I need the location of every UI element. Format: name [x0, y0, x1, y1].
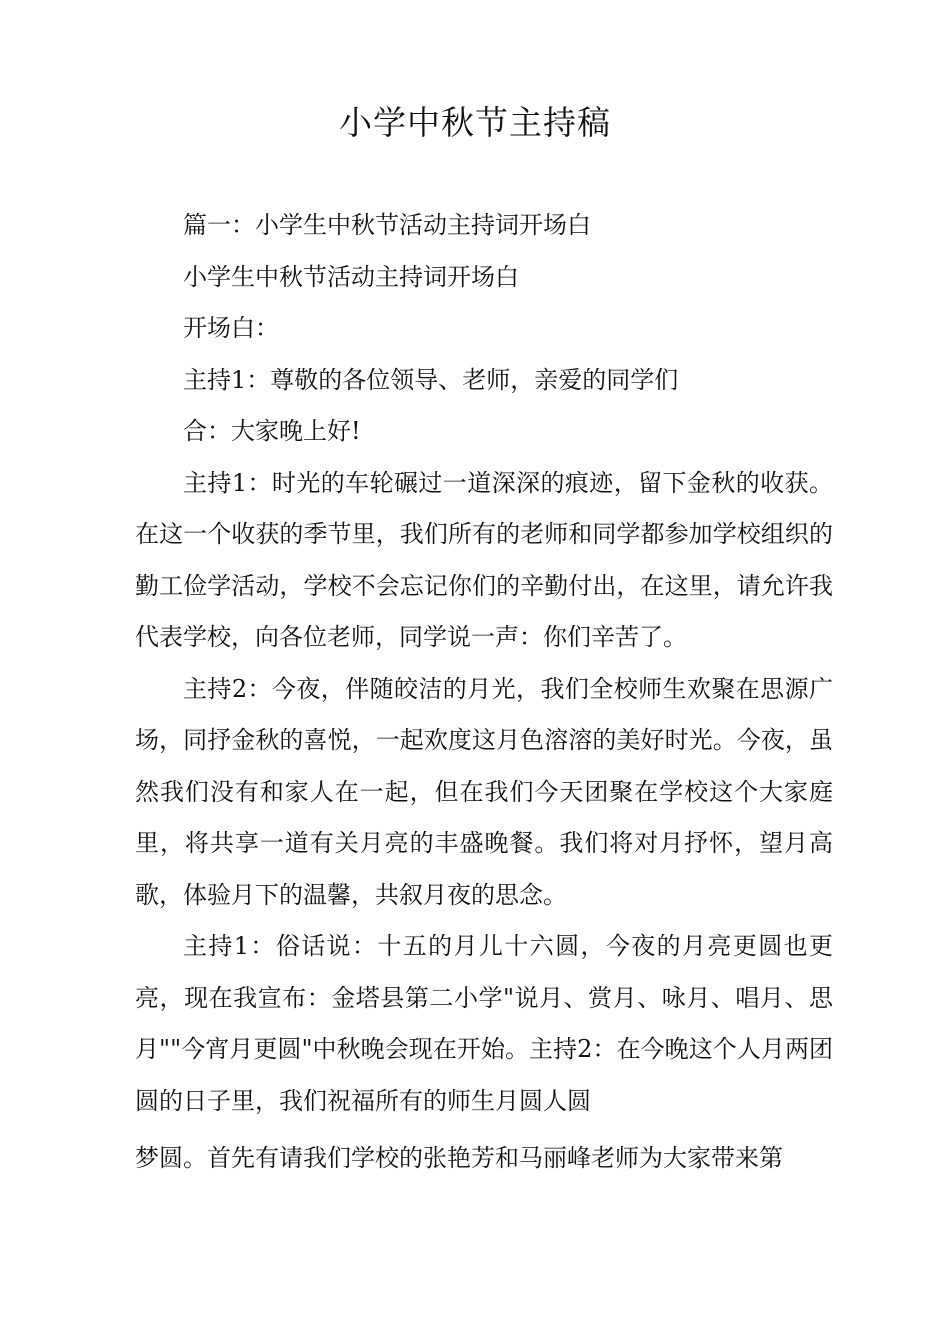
- paragraph: 合：大家晚上好!: [183, 417, 361, 445]
- document-title: 小学中秋节主持稿: [339, 103, 611, 142]
- section-heading: 篇一：小学生中秋节活动主持词开场白: [183, 211, 591, 239]
- paragraph: 主持2：今夜，伴随皎洁的月光，我们全校师生欢聚在思源广场，同抒金秋的喜悦，一起欢度这月色溶溶的美好时光。今夜，虽然我们没有和家人在一起，但在我们今天团聚在学校这个大家庭里，将共享一道有关月亮的丰盛晚餐。我们将对月抒怀，望月高歌，体验月下的温馨，共叙月夜的思念。: [135, 674, 833, 909]
- paragraph: 主持1：俗话说：十五的月儿十六圆，今夜的月亮更圆也更亮，现在我宣布：金塔县第二小学"说月、赏月、咏月、唱月、思月""今宵月更圆"中秋晚会现在开始。主持2：在今晚这个人月两团圆的日子里，我们祝福所有的师生月圆人圆: [135, 932, 833, 1115]
- paragraph: 主持1：尊敬的各位领导、老师，亲爱的同学们: [183, 365, 679, 394]
- paragraph: 开场白：: [183, 314, 279, 342]
- paragraph-continuation: 梦圆。首先有请我们学校的张艳芳和马丽峰老师为大家带来第: [135, 1144, 783, 1172]
- document-body: [135, 200, 833, 1185]
- paragraph: 主持1：时光的车轮碾过一道深深的痕迹，留下金秋的收获。在这一个收获的季节里，我们所有的老师和同学都参加学校组织的勤工俭学活动，学校不会忘记你们的辛勤付出，在这里，请允许我代表学校，向各位老师，同学说一声：你们辛苦了。: [135, 468, 833, 651]
- paragraph: 小学生中秋节活动主持词开场白: [183, 262, 519, 291]
